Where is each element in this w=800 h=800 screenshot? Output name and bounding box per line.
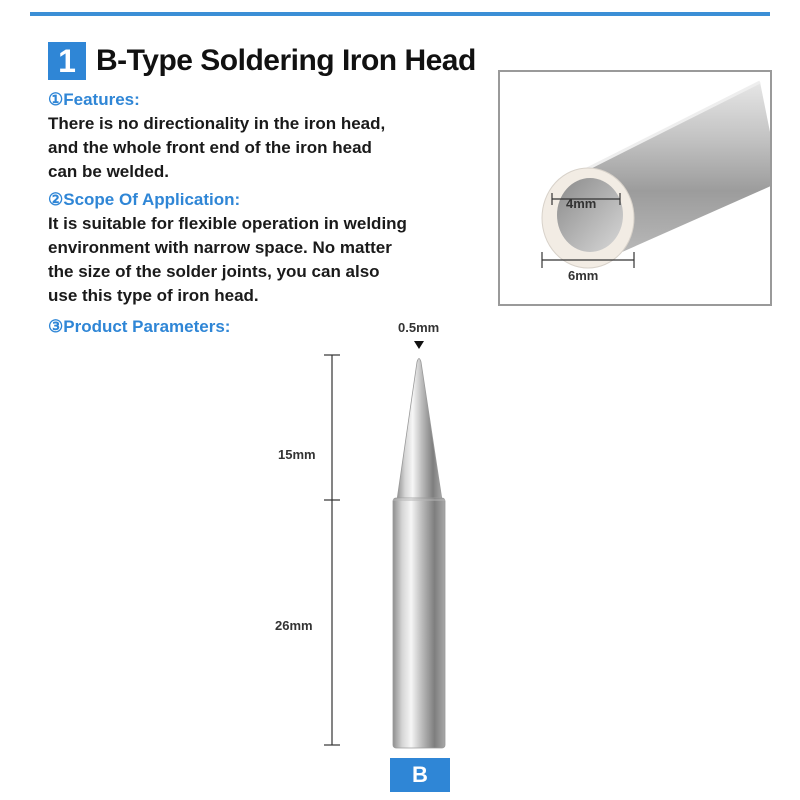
tip-cone <box>397 359 442 501</box>
features-label: ①Features: <box>48 90 140 109</box>
scope-line: It is suitable for flexible operation in welding <box>48 214 407 233</box>
features-line: There is no directionality in the iron head, <box>48 114 386 133</box>
parameters-label: ③Product Parameters: <box>48 317 231 336</box>
dimension-lines <box>324 355 340 745</box>
features-line: can be welded. <box>48 162 169 181</box>
scope-line: use this type of iron head. <box>48 286 259 305</box>
inner-diameter-label: 4mm <box>566 196 597 211</box>
tip-shaft <box>393 498 445 748</box>
tip-size-label: 0.5mm <box>398 320 440 335</box>
page-title: B-Type Soldering Iron Head <box>96 44 476 77</box>
scope-label: ②Scope Of Application: <box>48 190 241 209</box>
scope-line: environment with narrow space. No matter <box>48 238 392 257</box>
features-line: and the whole front end of the iron head <box>48 138 372 157</box>
outer-diameter-label: 6mm <box>568 268 599 283</box>
scope-line: the size of the solder joints, you can also <box>48 262 380 281</box>
shaft-length-label: 26mm <box>275 618 313 633</box>
type-badge: B <box>390 758 450 792</box>
tip-arrow-icon <box>414 341 424 349</box>
section-number-badge: 1 <box>48 42 86 80</box>
cone-length-label: 15mm <box>278 447 316 462</box>
